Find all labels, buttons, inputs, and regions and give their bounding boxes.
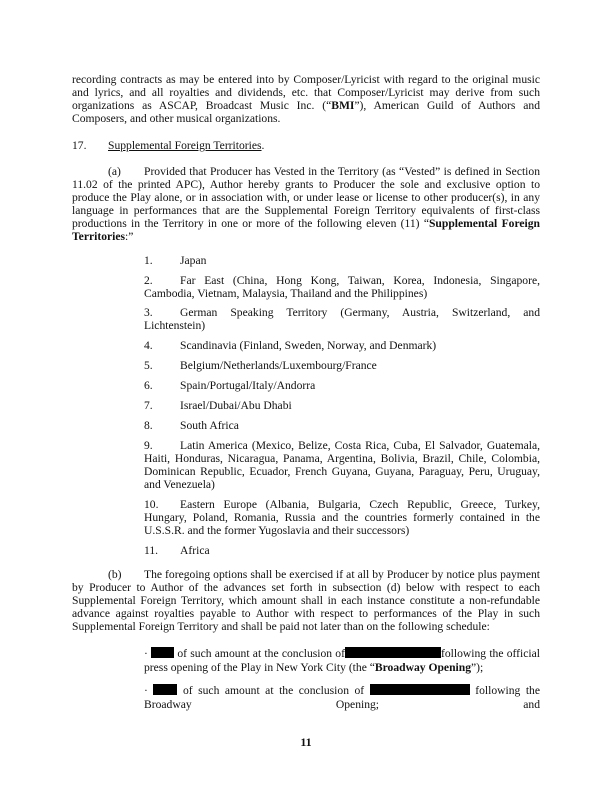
bullet: ·: [144, 647, 148, 660]
section-title: Supplemental Foreign Territories: [108, 139, 262, 152]
redaction-box: [151, 647, 174, 658]
paragraph-b-label: (b): [108, 568, 122, 581]
territory-item-9: [144, 439, 540, 491]
payment-text: ”);: [471, 661, 484, 674]
bmi-term: BMI: [331, 99, 355, 112]
territory-number: 9.: [144, 439, 153, 452]
payment-text: following the official press opening of the Play in New York City (the “: [144, 647, 540, 674]
paragraph-b: [72, 568, 540, 633]
territory-item-4: [144, 339, 540, 352]
paragraph-a: [72, 165, 540, 243]
territory-text: Scandinavia (Finland, Sweden, Norway, and Denmark): [180, 339, 437, 352]
paragraph-a-text-end: :”: [125, 230, 134, 243]
payment-item-1: [144, 647, 540, 675]
redaction-box: [345, 647, 441, 658]
territory-number: 5.: [144, 359, 153, 372]
page-number: 11: [300, 735, 312, 749]
territory-text: Far East (China, Hong Kong, Taiwan, Korea, Indonesia, Singapore, Cambodia, Vietnam, Malaysia, Thailand and the Philippines): [144, 274, 540, 300]
payment-item-2: [144, 684, 540, 712]
territory-number: 4.: [144, 339, 153, 352]
redaction-box: [153, 684, 177, 695]
territory-number: 3.: [144, 306, 153, 319]
territory-number: 11.: [144, 544, 159, 557]
section-number: 17.: [72, 139, 87, 152]
territory-text: Eastern Europe (Albania, Bulgaria, Czech Republic, Greece, Turkey, Hungary, Poland, Romania, Russia and the countries formerly contained in the U.S.S.R. and the former Yugoslavia and their successors): [144, 498, 540, 537]
redaction-box: [370, 684, 470, 695]
territory-number: 2.: [144, 274, 153, 287]
territory-text: German Speaking Territory (Germany, Austria, Switzerland, and Lichtenstein): [144, 306, 540, 332]
paragraph-b-text: The foregoing options shall be exercised if at all by Producer by notice plus payment by Producer to Author of the advances set forth in subsection (d) below with respect to each Supplemental Foreign Territory, which amount shall in each instance constitute a non-refundable advance against royalties payable to Author with respect to performances of the Play in such Supplemental Foreign Territory and shall be paid not later than on the following schedule:: [72, 568, 540, 633]
payment-text: following the Broadway Opening; and: [144, 684, 541, 711]
bullet: ·: [144, 684, 148, 697]
territory-text: Spain/Portugal/Italy/Andorra: [180, 379, 316, 392]
territory-text: Belgium/Netherlands/Luxembourg/France: [180, 359, 377, 372]
territory-item-10: [144, 498, 540, 537]
territory-text: Japan: [180, 254, 207, 267]
territory-number: 8.: [144, 419, 153, 432]
territory-item-5: [144, 359, 540, 372]
territory-item-1: [144, 254, 540, 267]
territory-number: 10.: [144, 498, 159, 511]
territory-text: South Africa: [180, 419, 239, 432]
payment-text: of such amount at the conclusion of: [182, 684, 365, 697]
territory-text: Africa: [180, 544, 210, 557]
section-title-period: .: [261, 139, 265, 152]
opening-paragraph: [72, 73, 540, 125]
territory-number: 1.: [144, 254, 153, 267]
territory-item-2: [144, 274, 540, 300]
territory-item-7: [144, 399, 540, 412]
territory-number: 7.: [144, 399, 153, 412]
paragraph-a-text: Provided that Producer has Vested in the Territory (as “Vested” is defined in Section 11.02 of the printed APC), Author hereby grants to Producer the sole and exclusive option to produce the Play alone, or in association with, or under lease or license to other producer(s), in any language in performances that are the Supplemental Foreign Territory equivalents of first-class productions in the Territory in one or more of the following eleven (11) “: [72, 165, 540, 230]
territory-text: Israel/Dubai/Abu Dhabi: [180, 399, 292, 412]
territory-item-8: [144, 419, 540, 432]
territory-item-6: [144, 379, 540, 392]
territory-number: 6.: [144, 379, 153, 392]
section-17-heading: [72, 139, 264, 152]
territory-list: [144, 254, 540, 557]
broadway-opening-term: Broadway Opening: [374, 661, 471, 674]
territory-item-11: [144, 544, 540, 557]
opening-text-end: ”), American Guild of Authors and Composers, and other musical organizations.: [72, 99, 540, 125]
paragraph-a-label: (a): [108, 165, 121, 178]
territory-text: Latin America (Mexico, Belize, Costa Rica, Cuba, El Salvador, Guatemala, Haiti, Honduras, Nicaragua, Panama, Argentina, Bolivia, Brazil, Chile, Colombia, Dominican Republic, Ecuador, French Guyana, Guyana, Paraguay, Peru, Uruguay, and Venezuela): [144, 439, 540, 491]
supplemental-foreign-territories-term: Supplemental Foreign Territories: [72, 217, 540, 243]
territory-item-3: [144, 306, 540, 332]
opening-text: recording contracts as may be entered into by Composer/Lyricist with regard to the original music and lyrics, and all royalties and dividends, etc. that Composer/Lyricist may derive from such organizations as ASCAP, Broadcast Music Inc. (“: [72, 73, 540, 112]
payment-text: of such amount at the conclusion of: [177, 647, 345, 660]
